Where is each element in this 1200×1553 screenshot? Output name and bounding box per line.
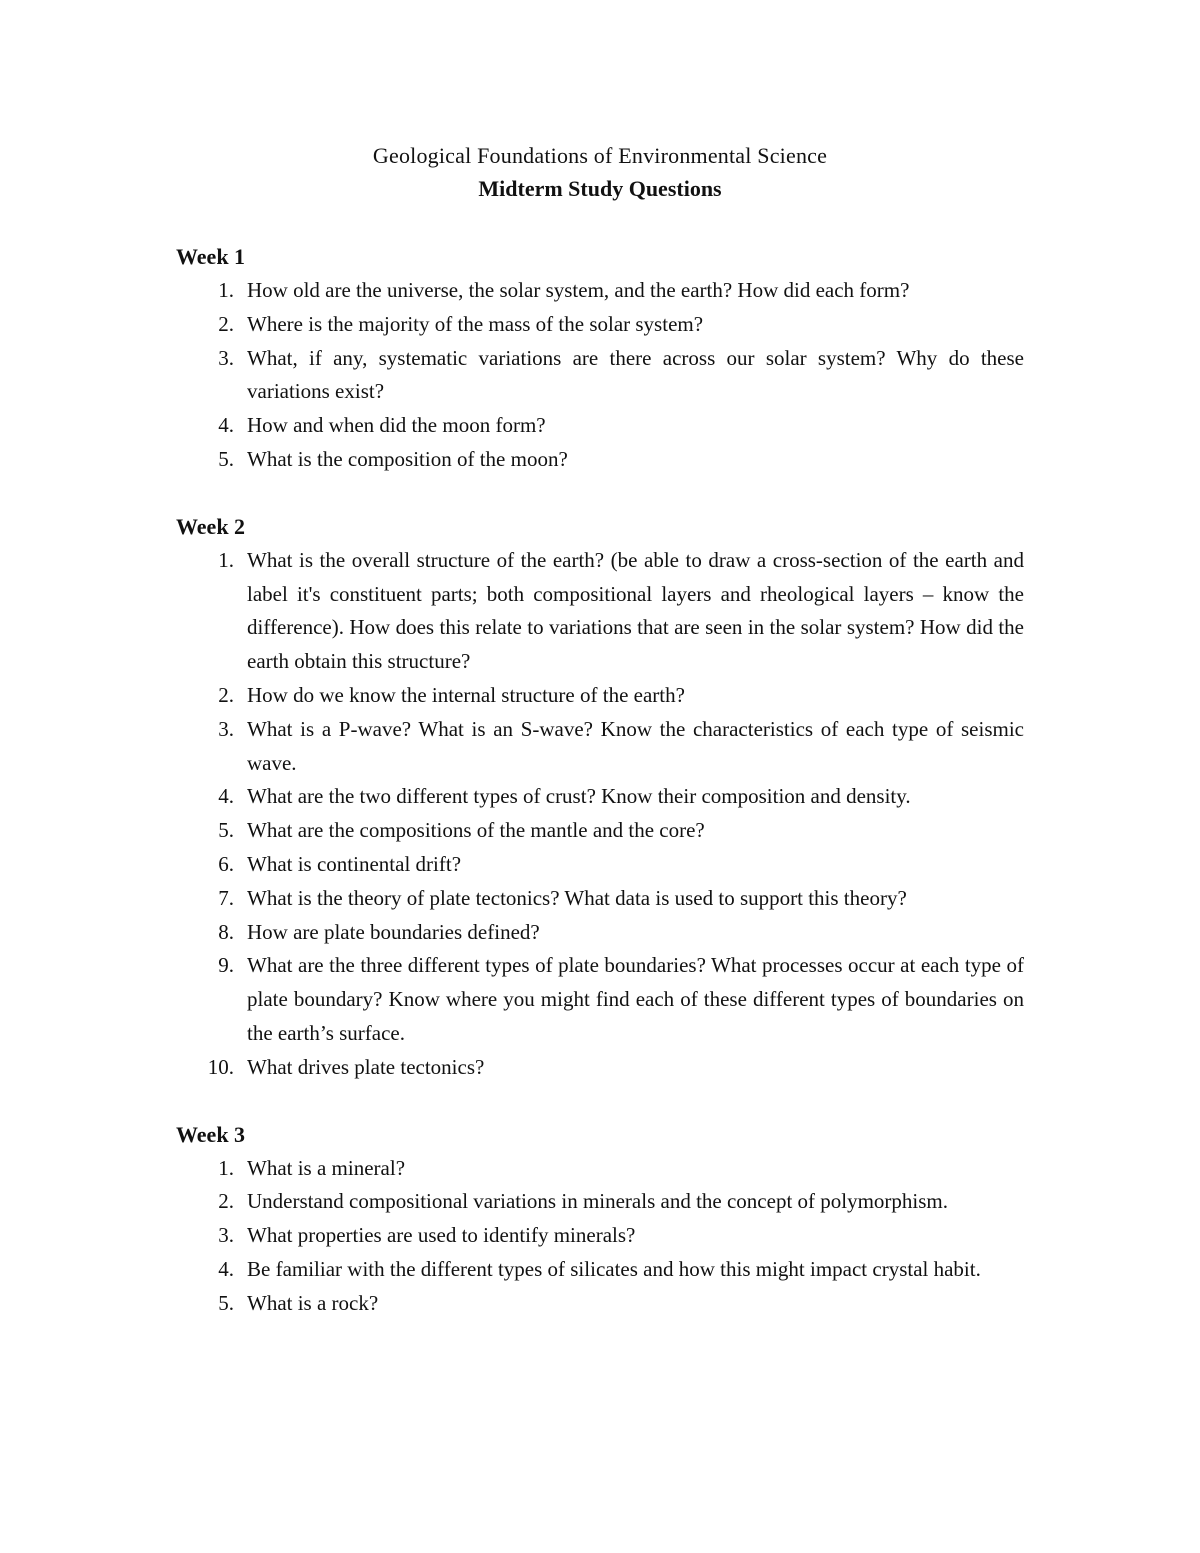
question-item xyxy=(176,916,1024,950)
week-heading: Week 2 xyxy=(176,513,246,539)
question-number: 4. xyxy=(218,413,234,438)
question-text: What is continental drift? xyxy=(247,851,462,876)
document-body xyxy=(176,240,1024,1354)
question-item xyxy=(176,1051,1024,1085)
question-number: 4. xyxy=(218,1256,234,1281)
question-text: What is a rock? xyxy=(247,1290,379,1315)
question-item xyxy=(176,1152,1024,1186)
question-item xyxy=(176,780,1024,814)
question-text: Where is the majority of the mass of the solar system? xyxy=(247,311,704,336)
question-item xyxy=(176,274,1024,308)
question-number: 2. xyxy=(218,1189,234,1214)
week-section xyxy=(176,510,1024,1085)
question-text: Be familiar with the different types of silicates and how this might impact crystal habit. xyxy=(247,1256,981,1281)
question-number: 3. xyxy=(218,1223,234,1248)
question-item xyxy=(176,1253,1024,1287)
question-item xyxy=(176,544,1024,679)
question-text: What drives plate tectonics? xyxy=(247,1054,485,1079)
question-number: 3. xyxy=(218,345,234,370)
question-number: 10. xyxy=(207,1054,234,1079)
question-item xyxy=(176,342,1024,410)
question-number: 5. xyxy=(218,446,234,471)
question-number: 3. xyxy=(218,716,234,741)
question-text: What is the theory of plate tectonics? What data is used to support this theory? xyxy=(247,885,907,910)
question-number: 1. xyxy=(218,547,234,572)
question-text: What, if any, systematic variations are there across our solar system? Why do these variations exist? xyxy=(247,345,1024,404)
week-section xyxy=(176,240,1024,477)
course-title: Geological Foundations of Environmental Science xyxy=(372,143,828,168)
question-number: 5. xyxy=(218,818,234,843)
question-text: How do we know the internal structure of the earth? xyxy=(247,682,685,707)
question-text: Understand compositional variations in minerals and the concept of polymorphism. xyxy=(247,1189,949,1214)
question-text: What is the composition of the moon? xyxy=(247,446,568,471)
question-text: What are the compositions of the mantle and the core? xyxy=(247,818,705,843)
question-number: 6. xyxy=(218,851,234,876)
question-item xyxy=(176,713,1024,781)
question-text: How are plate boundaries defined? xyxy=(247,919,540,944)
question-number: 1. xyxy=(218,278,234,302)
question-number: 9. xyxy=(218,953,234,978)
question-number: 1. xyxy=(218,1155,234,1180)
document-header xyxy=(0,140,1200,206)
question-item xyxy=(176,443,1024,477)
question-text: What are the two different types of crust? Know their composition and density. xyxy=(247,784,911,809)
question-number: 7. xyxy=(218,885,234,910)
question-item xyxy=(176,814,1024,848)
question-text: What is a P-wave? What is an S-wave? Know the characteristics of each type of seismic wave. xyxy=(247,716,1024,775)
question-item xyxy=(176,949,1024,1050)
week-heading: Week 1 xyxy=(176,244,246,269)
question-item xyxy=(176,1219,1024,1253)
document-title: Midterm Study Questions xyxy=(478,176,722,201)
question-item xyxy=(176,1287,1024,1321)
question-item xyxy=(176,308,1024,342)
question-item xyxy=(176,679,1024,713)
question-number: 4. xyxy=(218,784,234,809)
question-item xyxy=(176,1185,1024,1219)
question-text: How and when did the moon form? xyxy=(247,413,546,438)
week-heading: Week 3 xyxy=(176,1121,246,1147)
question-list xyxy=(176,544,1024,1085)
question-text: What is the overall structure of the earth? (be able to draw a cross-section of the earth and label it's constituent parts; both compositional layers and rheological layers – know the difference). How does this relate to variations that are seen in the solar system? How did the earth obtain this structure? xyxy=(247,547,1024,674)
question-number: 2. xyxy=(218,682,234,707)
question-list xyxy=(176,274,1024,477)
question-text: How old are the universe, the solar system, and the earth? How did each form? xyxy=(247,278,910,302)
question-text: What are the three different types of plate boundaries? What processes occur at each type of plate boundary? Know where you might find each of these different types of boundaries on the earth’s surface. xyxy=(247,953,1024,1045)
question-text: What is a mineral? xyxy=(247,1155,406,1180)
question-list xyxy=(176,1152,1024,1321)
question-item xyxy=(176,409,1024,443)
question-item xyxy=(176,848,1024,882)
week-section xyxy=(176,1118,1024,1321)
question-item xyxy=(176,882,1024,916)
question-number: 8. xyxy=(218,919,234,944)
question-number: 2. xyxy=(218,311,234,336)
question-number: 5. xyxy=(218,1290,234,1315)
question-text: What properties are used to identify minerals? xyxy=(247,1223,636,1248)
